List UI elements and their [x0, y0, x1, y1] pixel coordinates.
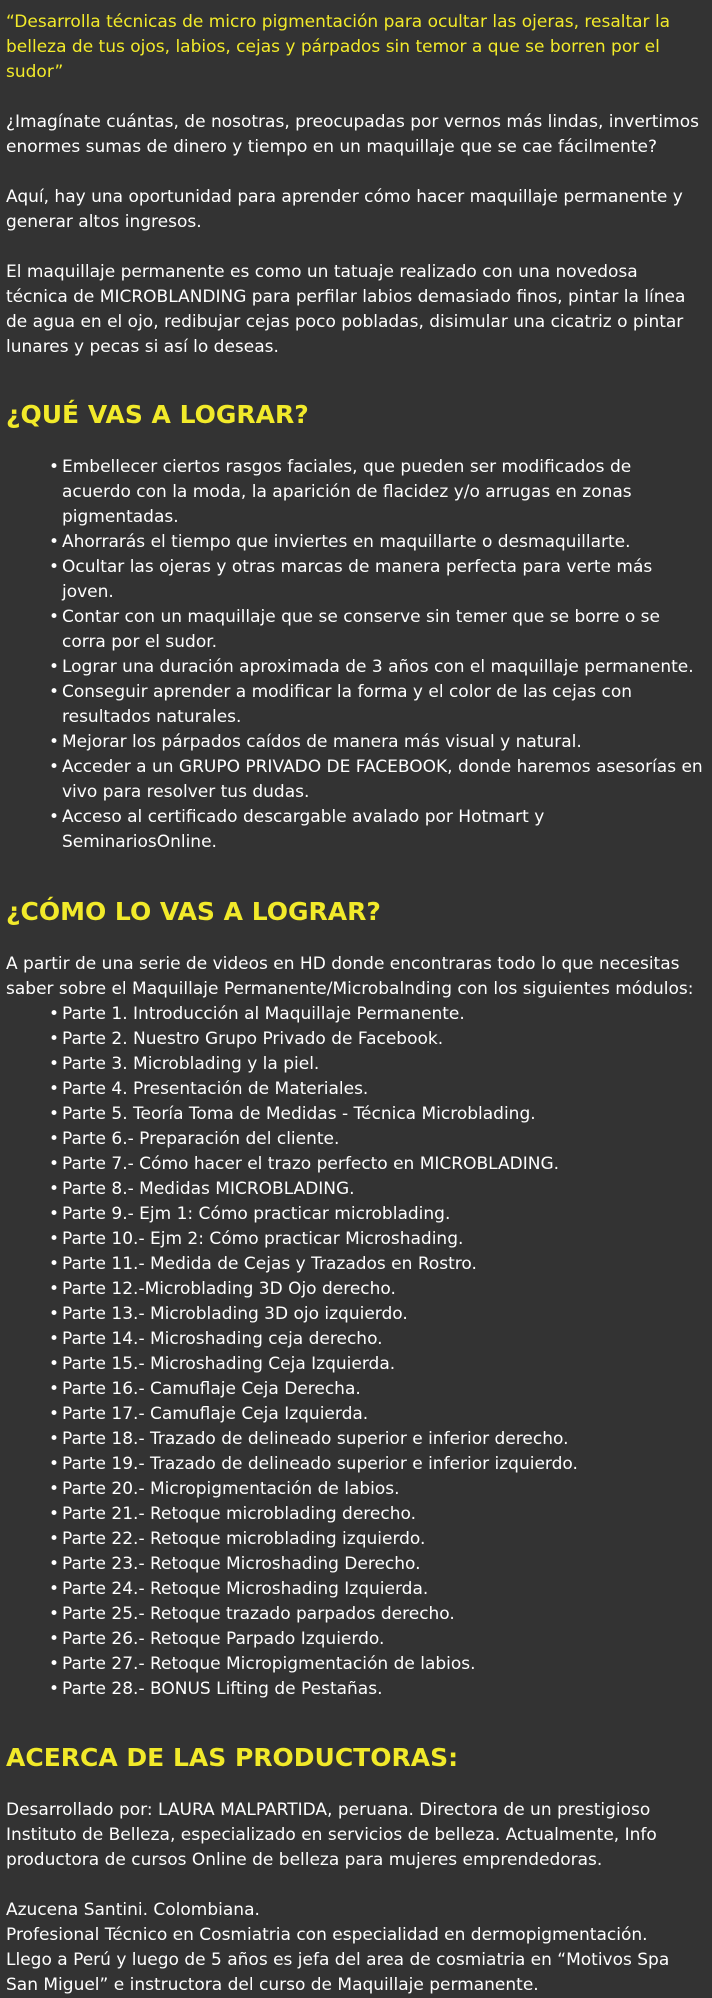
- bullet-icon: •: [49, 1529, 60, 1549]
- module-item: [46, 1577, 704, 1602]
- module-item: [46, 1102, 704, 1127]
- bullet-icon: •: [49, 1479, 60, 1499]
- module-item-text: Parte 19.- Trazado de delineado superior e inferior izquierdo.: [62, 1454, 578, 1474]
- achieve-list: [6, 455, 704, 855]
- bullet-icon: •: [49, 657, 60, 677]
- bullet-icon: •: [49, 1229, 60, 1249]
- achieve-heading: ¿QUÉ VAS A LOGRAR?: [6, 400, 309, 429]
- module-item-text: Parte 9.- Ejm 1: Cómo practicar microblading.: [62, 1204, 451, 1224]
- bullet-icon: •: [49, 732, 60, 752]
- intro-paragraph-1: ¿Imagínate cuántas, de nosotras, preocupadas por vernos más lindas, invertimos enormes sumas de dinero y tiempo en un maquillaje que se cae fácilmente?: [6, 112, 699, 157]
- module-item-text: Parte 22.- Retoque microblading izquierdo.: [62, 1529, 426, 1549]
- bullet-icon: •: [49, 1554, 60, 1574]
- achieve-item-text: Embellecer ciertos rasgos faciales, que pueden ser modificados de acuerdo con la moda, la aparición de flacidez y/o arrugas en zonas pigmentadas.: [62, 457, 632, 527]
- bullet-icon: •: [49, 1354, 60, 1374]
- module-item-text: Parte 21.- Retoque microblading derecho.: [62, 1504, 417, 1524]
- about-paragraph-2-line-1: Azucena Santini. Colombiana.: [6, 1900, 260, 1920]
- module-item-text: Parte 1. Introducción al Maquillaje Permanente.: [62, 1004, 465, 1024]
- bullet-icon: •: [49, 1254, 60, 1274]
- bullet-icon: •: [49, 607, 60, 627]
- bullet-icon: •: [49, 1379, 60, 1399]
- module-item-text: Parte 26.- Retoque Parpado Izquierdo.: [62, 1629, 385, 1649]
- module-item-text: Parte 13.- Microblading 3D ojo izquierdo.: [62, 1304, 408, 1324]
- module-item-text: Parte 17.- Camuflaje Ceja Izquierda.: [62, 1404, 369, 1424]
- bullet-icon: •: [49, 557, 60, 577]
- module-item: [46, 1652, 704, 1677]
- module-item-text: Parte 25.- Retoque trazado parpados derecho.: [62, 1604, 455, 1624]
- achieve-item: [46, 805, 704, 855]
- module-item-text: Parte 14.- Microshading ceja derecho.: [62, 1329, 383, 1349]
- module-item: [46, 1452, 704, 1477]
- bullet-icon: •: [49, 1179, 60, 1199]
- how-intro: A partir de una serie de videos en HD donde encontraras todo lo que necesitas saber sobre el Maquillaje Permanente/Microbalnding con los siguientes módulos:: [6, 954, 694, 999]
- bullet-icon: •: [49, 1329, 60, 1349]
- achieve-item: [46, 680, 704, 730]
- module-item: [46, 1352, 704, 1377]
- modules-list: [6, 1002, 704, 1702]
- bullet-icon: •: [49, 1654, 60, 1674]
- about-paragraph-1: Desarrollado por: LAURA MALPARTIDA, peruana. Directora de un prestigioso Instituto de Belleza, especializado en servicios de belleza. Actualmente, Info productora de cursos Online de belleza para mujeres emprendedoras.: [6, 1800, 657, 1870]
- bullet-icon: •: [49, 532, 60, 552]
- module-item: [46, 1227, 704, 1252]
- module-item: [46, 1302, 704, 1327]
- module-item: [46, 1152, 704, 1177]
- bullet-icon: •: [49, 1029, 60, 1049]
- achieve-item: [46, 730, 704, 755]
- achieve-item: [46, 605, 704, 655]
- bullet-icon: •: [49, 1129, 60, 1149]
- module-item: [46, 1602, 704, 1627]
- how-heading: ¿CÓMO LO VAS A LOGRAR?: [6, 897, 381, 926]
- module-item: [46, 1377, 704, 1402]
- achieve-item-text: Lograr una duración aproximada de 3 años con el maquillaje permanente.: [62, 657, 694, 677]
- bullet-icon: •: [49, 1279, 60, 1299]
- bullet-icon: •: [49, 757, 60, 777]
- module-item-text: Parte 15.- Microshading Ceja Izquierda.: [62, 1354, 396, 1374]
- intro-quote: “Desarrolla técnicas de micro pigmentación para ocultar las ojeras, resaltar la belleza de tus ojos, labios, cejas y párpados sin temor a que se borren por el sudor”: [6, 12, 671, 82]
- module-item-text: Parte 23.- Retoque Microshading Derecho.: [62, 1554, 421, 1574]
- module-item-text: Parte 6.- Preparación del cliente.: [62, 1129, 340, 1149]
- achieve-item: [46, 555, 704, 605]
- module-item-text: Parte 20.- Micropigmentación de labios.: [62, 1479, 400, 1499]
- module-item-text: Parte 12.-Microblading 3D Ojo derecho.: [62, 1279, 396, 1299]
- achieve-item-text: Ocultar las ojeras y otras marcas de manera perfecta para verte más joven.: [62, 557, 653, 602]
- module-item: [46, 1402, 704, 1427]
- bullet-icon: •: [49, 1504, 60, 1524]
- bullet-icon: •: [49, 1679, 60, 1699]
- module-item-text: Parte 11.- Medida de Cejas y Trazados en Rostro.: [62, 1254, 477, 1274]
- bullet-icon: •: [49, 682, 60, 702]
- module-item-text: Parte 2. Nuestro Grupo Privado de Facebook.: [62, 1029, 444, 1049]
- module-item-text: Parte 4. Presentación de Materiales.: [62, 1079, 369, 1099]
- bullet-icon: •: [49, 1079, 60, 1099]
- bullet-icon: •: [49, 1604, 60, 1624]
- module-item-text: Parte 3. Microblading y la piel.: [62, 1054, 320, 1074]
- achieve-item-text: Acceder a un GRUPO PRIVADO DE FACEBOOK, donde haremos asesorías en vivo para resolver tus dudas.: [62, 757, 703, 802]
- bullet-icon: •: [49, 1454, 60, 1474]
- module-item: [46, 1502, 704, 1527]
- bullet-icon: •: [49, 1104, 60, 1124]
- bullet-icon: •: [49, 1054, 60, 1074]
- achieve-item: [46, 655, 704, 680]
- module-item: [46, 1052, 704, 1077]
- bullet-icon: •: [49, 1579, 60, 1599]
- module-item: [46, 1552, 704, 1577]
- module-item: [46, 1127, 704, 1152]
- about-heading: ACERCA DE LAS PRODUCTORAS:: [6, 1743, 459, 1772]
- bullet-icon: •: [49, 807, 60, 827]
- bullet-icon: •: [49, 1404, 60, 1424]
- module-item: [46, 1527, 704, 1552]
- module-item-text: Parte 7.- Cómo hacer el trazo perfecto en MICROBLADING.: [62, 1154, 560, 1174]
- bullet-icon: •: [49, 1429, 60, 1449]
- module-item: [46, 1002, 704, 1027]
- module-item: [46, 1077, 704, 1102]
- module-item-text: Parte 24.- Retoque Microshading Izquierda.: [62, 1579, 429, 1599]
- bullet-icon: •: [49, 1004, 60, 1024]
- bullet-icon: •: [49, 1304, 60, 1324]
- bullet-icon: •: [49, 457, 60, 477]
- module-item-text: Parte 16.- Camuflaje Ceja Derecha.: [62, 1379, 361, 1399]
- achieve-item-text: Ahorrarás el tiempo que inviertes en maquillarte o desmaquillarte.: [62, 532, 631, 552]
- achieve-item: [46, 455, 704, 530]
- intro-paragraph-2: Aquí, hay una oportunidad para aprender cómo hacer maquillaje permanente y generar altos ingresos.: [6, 187, 683, 232]
- module-item: [46, 1677, 704, 1702]
- module-item: [46, 1627, 704, 1652]
- module-item: [46, 1177, 704, 1202]
- module-item-text: Parte 18.- Trazado de delineado superior e inferior derecho.: [62, 1429, 569, 1449]
- module-item-text: Parte 27.- Retoque Micropigmentación de labios.: [62, 1654, 476, 1674]
- achieve-item-text: Mejorar los párpados caídos de manera más visual y natural.: [62, 732, 582, 752]
- about-paragraph-2-line-2: Profesional Técnico en Cosmiatria con especialidad en dermopigmentación.: [6, 1925, 648, 1945]
- bullet-icon: •: [49, 1629, 60, 1649]
- module-item: [46, 1277, 704, 1302]
- module-item: [46, 1327, 704, 1352]
- module-item-text: Parte 8.- Medidas MICROBLADING.: [62, 1179, 355, 1199]
- achieve-item-text: Acceso al certificado descargable avalado por Hotmart y SeminariosOnline.: [62, 807, 545, 852]
- achieve-item-text: Contar con un maquillaje que se conserve sin temer que se borre o se corra por el sudor.: [62, 607, 660, 652]
- module-item-text: Parte 28.- BONUS Lifting de Pestañas.: [62, 1679, 383, 1699]
- module-item: [46, 1027, 704, 1052]
- achieve-item-text: Conseguir aprender a modificar la forma y el color de las cejas con resultados naturales.: [62, 682, 633, 727]
- about-paragraph-2-line-3: Llego a Perú y luego de 5 años es jefa del area de cosmiatria en “Motivos Spa San Miguel” e instructora del curso de Maquillaje permanente.: [6, 1950, 670, 1995]
- module-item: [46, 1427, 704, 1452]
- module-item-text: Parte 5. Teoría Toma de Medidas - Técnica Microblading.: [62, 1104, 536, 1124]
- module-item: [46, 1202, 704, 1227]
- module-item: [46, 1477, 704, 1502]
- module-item: [46, 1252, 704, 1277]
- intro-paragraph-3: El maquillaje permanente es como un tatuaje realizado con una novedosa técnica de MICROBLANDING para perfilar labios demasiado finos, pintar la línea de agua en el ojo, redibujar cejas poco pobladas, disimular una cicatriz o pintar lunares y pecas si así lo deseas.: [6, 262, 686, 357]
- bullet-icon: •: [49, 1204, 60, 1224]
- achieve-item: [46, 755, 704, 805]
- achieve-item: [46, 530, 704, 555]
- module-item-text: Parte 10.- Ejm 2: Cómo practicar Microshading.: [62, 1229, 464, 1249]
- bullet-icon: •: [49, 1154, 60, 1174]
